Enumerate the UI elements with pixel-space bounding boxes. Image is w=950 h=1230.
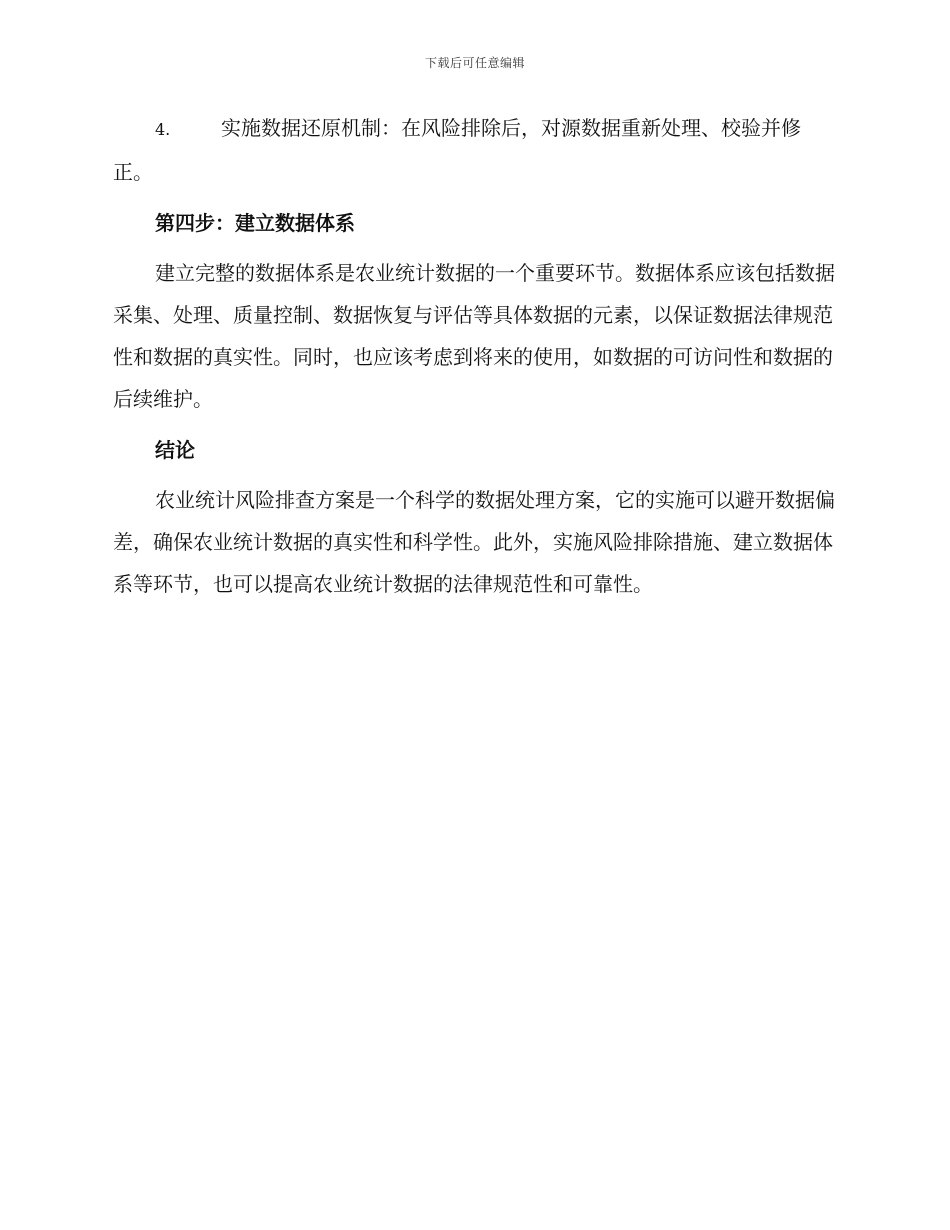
- item-text: 实施数据还原机制：在风险排除后，对源数据重新处理、校验并修正。: [113, 116, 801, 184]
- paragraph-conclusion: 农业统计风险排查方案是一个科学的数据处理方案，它的实施可以避开数据偏差，确保农业统计数据的真实性和科学性。此外，实施风险排除措施、建立数据体系等环节，也可以提高农业统计数据的法律规范性和可靠性。: [113, 488, 835, 596]
- paragraph-step4: 建立完整的数据体系是农业统计数据的一个重要环节。数据体系应该包括数据采集、处理、质量控制、数据恢复与评估等具体数据的元素，以保证数据法律规范性和数据的真实性。同时，也应该考虑到将来的使用，如数据的可访问性和数据的后续维护。: [113, 261, 835, 411]
- numbered-item-4: [113, 107, 835, 193]
- item-number: 4.: [155, 120, 171, 139]
- section-heading-step4: 第四步：建立数据体系: [155, 211, 355, 235]
- header-note: 下载后可任意编辑: [424, 56, 525, 70]
- document-body: [113, 107, 835, 614]
- section-heading-conclusion: 结论: [155, 438, 195, 462]
